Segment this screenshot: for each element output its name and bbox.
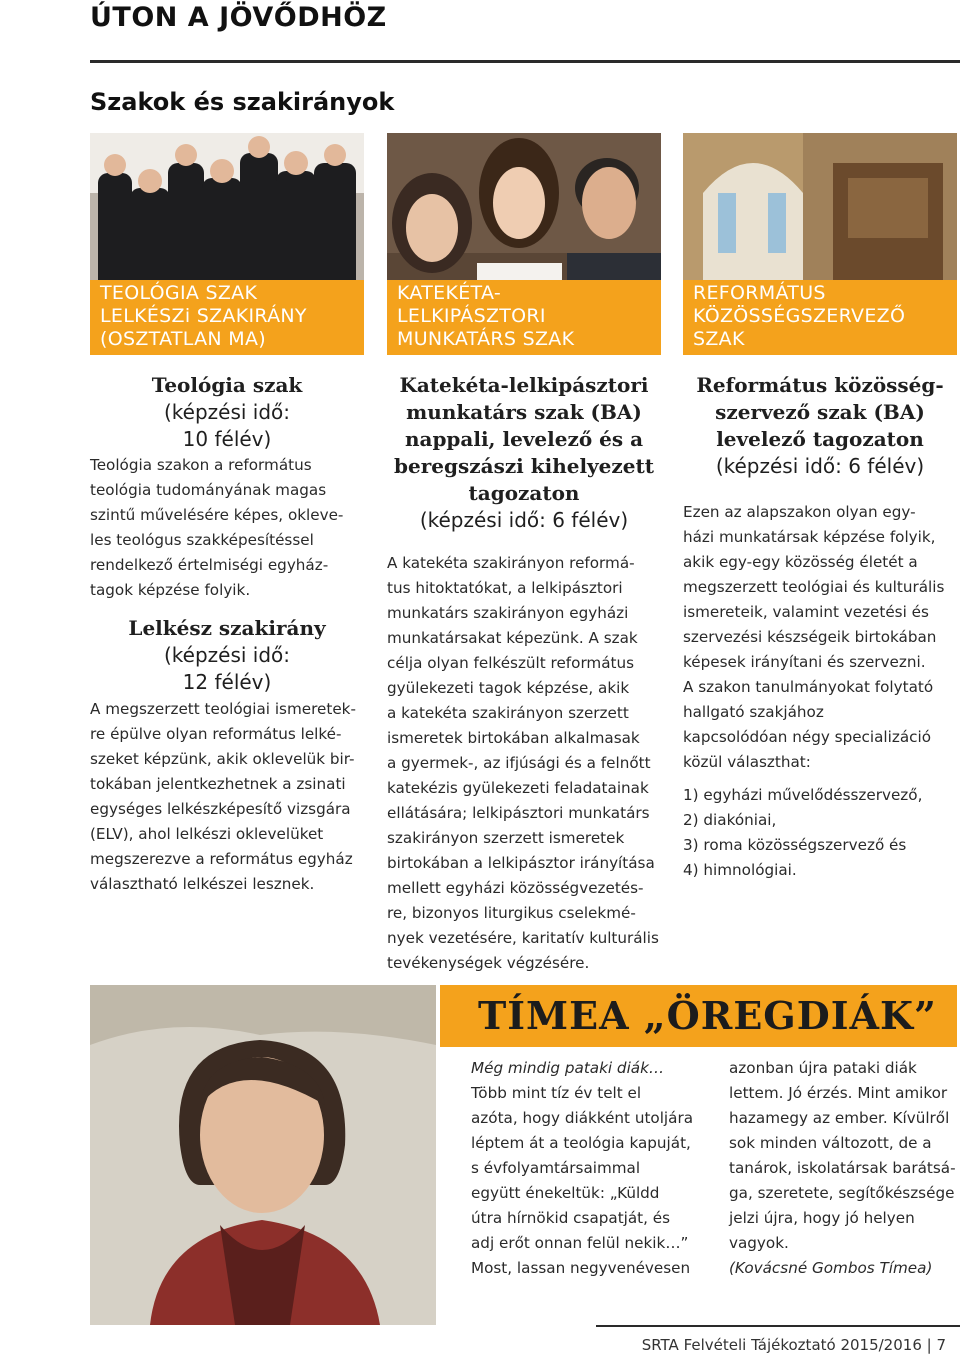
catechist-label: KATEKÉTA- LELKIPÁSZTORI MUNKATÁRS SZAK	[387, 280, 661, 355]
community-description: Ezen az alapszakon olyan egy- házi munkatársak képzése folyik, akik egy-egy közösség életét a megszerzett teológiai és kulturális ismereteik, valamint vezetési és szervezési készségeik birtokában képesek irányítani és szervezni. A szakon tanulmányokat folytató hallgató szakjához kapcsolódóan négy specializáció közül választhat:	[683, 503, 945, 771]
portrait-photo	[90, 985, 436, 1325]
community-label: REFORMÁTUS KÖZÖSSÉGSZERVEZŐ SZAK	[683, 280, 957, 355]
catechist-heading: Katekéta-lelkipásztori munkatárs szak (BA) nappali, levelező és a beregszászi kihelyezett tagozaton (képzési idő: 6 félév)	[394, 373, 654, 532]
quote-title: TÍMEA „ÖREGDIÁK”	[440, 985, 957, 1047]
header-divider	[90, 60, 960, 63]
catechist-description: A katekéta szakirányon reformá- tus hitoktatókat, a lelkipásztori munkatárs szakirányon egyházi munkatársakat képezünk. A szak célja olyan felkészült református gyülekezeti tagok képzése, akik a katekéta szakirányon szerzett ismeretek birtokában alkalmasak a gyermek-, az ifjúsági és a felnőtt katekézis gyülekezeti feladatainak ellátására; lelkipásztori munkatárs szakirányon szerzett ismeretek birtokában a lelkipásztor irányítása mellett egyházi közösségvezetés- re, bizonyos liturgikus cselekmé- nyek vezetésére, karitatív kulturális tevékenységek végzésére.	[387, 554, 659, 972]
list-item: 1) egyházi művelődésszervező,	[683, 786, 923, 804]
theology-label: TEOLÓGIA SZAK LELKÉSZi SZAKIRÁNY (OSZTATLAN MA)	[90, 280, 364, 355]
theology-heading: Teológia szak (képzési idő: 10 félév)	[151, 373, 303, 451]
pastor-description: A megszerzett teológiai ismeretek- re épülve olyan református lelké- szeket képzünk, akik oklevelük bir- tokában jelentkezhetnek a zsinati egységes lelkészképesítő vizsgára (ELV), ahol lelkészi oklevelüket megszerezve a református egyház választható lelkészei lesznek.	[90, 700, 356, 893]
community-heading: Református közösség- szervező szak (BA) levelező tagozaton (képzési idő: 6 félév)	[696, 373, 944, 478]
theology-description: Teológia szakon a református teológia tudományának magas szintű művelésére képes, okleve- les teológus szakképesítéssel rendelkező értelmiségi egyház- tagok képzése folyik.	[90, 456, 344, 599]
list-item: 4) himnológiai.	[683, 861, 797, 879]
footer-divider	[596, 1325, 960, 1327]
section-title: Szakok és szakirányok	[90, 88, 395, 116]
list-item: 3) roma közösségszervező és	[683, 836, 907, 854]
quote-right-column: azonban újra pataki diák lettem. Jó érzés. Mint amikor hazamegy az ember. Kívülről sok minden változott, de a tanárok, iskolatársak barátsá- ga, szeretete, segítőkészsége jelzi újra, hogy jó helyen vagyok. (Kovácsné Gombos Tímea)	[729, 1056, 957, 1281]
list-item: 2) diakóniai,	[683, 811, 777, 829]
specialization-list	[683, 783, 957, 883]
page-header-title: ÚTON A JÖVŐDHÖZ	[90, 2, 387, 33]
pastor-heading: Lelkész szakirány (képzési idő: 12 félév)	[128, 616, 326, 694]
quote-signature: (Kovácsné Gombos Tímea)	[729, 1259, 933, 1277]
quote-lead: Még mindig pataki diák…	[471, 1059, 665, 1077]
page-footer: SRTA Felvételi Tájékoztató 2015/2016 | 7	[641, 1336, 946, 1354]
quote-left-column: Még mindig pataki diák… Több mint tíz év telt el azóta, hogy diákként utoljára léptem át a teológia kapuját, s évfolyamtársaimmal együtt énekeltük: „Küldd útra hírnökid csapatját, és adj erőt onnan felül nekik…” Most, lassan negyvenévesen	[471, 1056, 721, 1281]
